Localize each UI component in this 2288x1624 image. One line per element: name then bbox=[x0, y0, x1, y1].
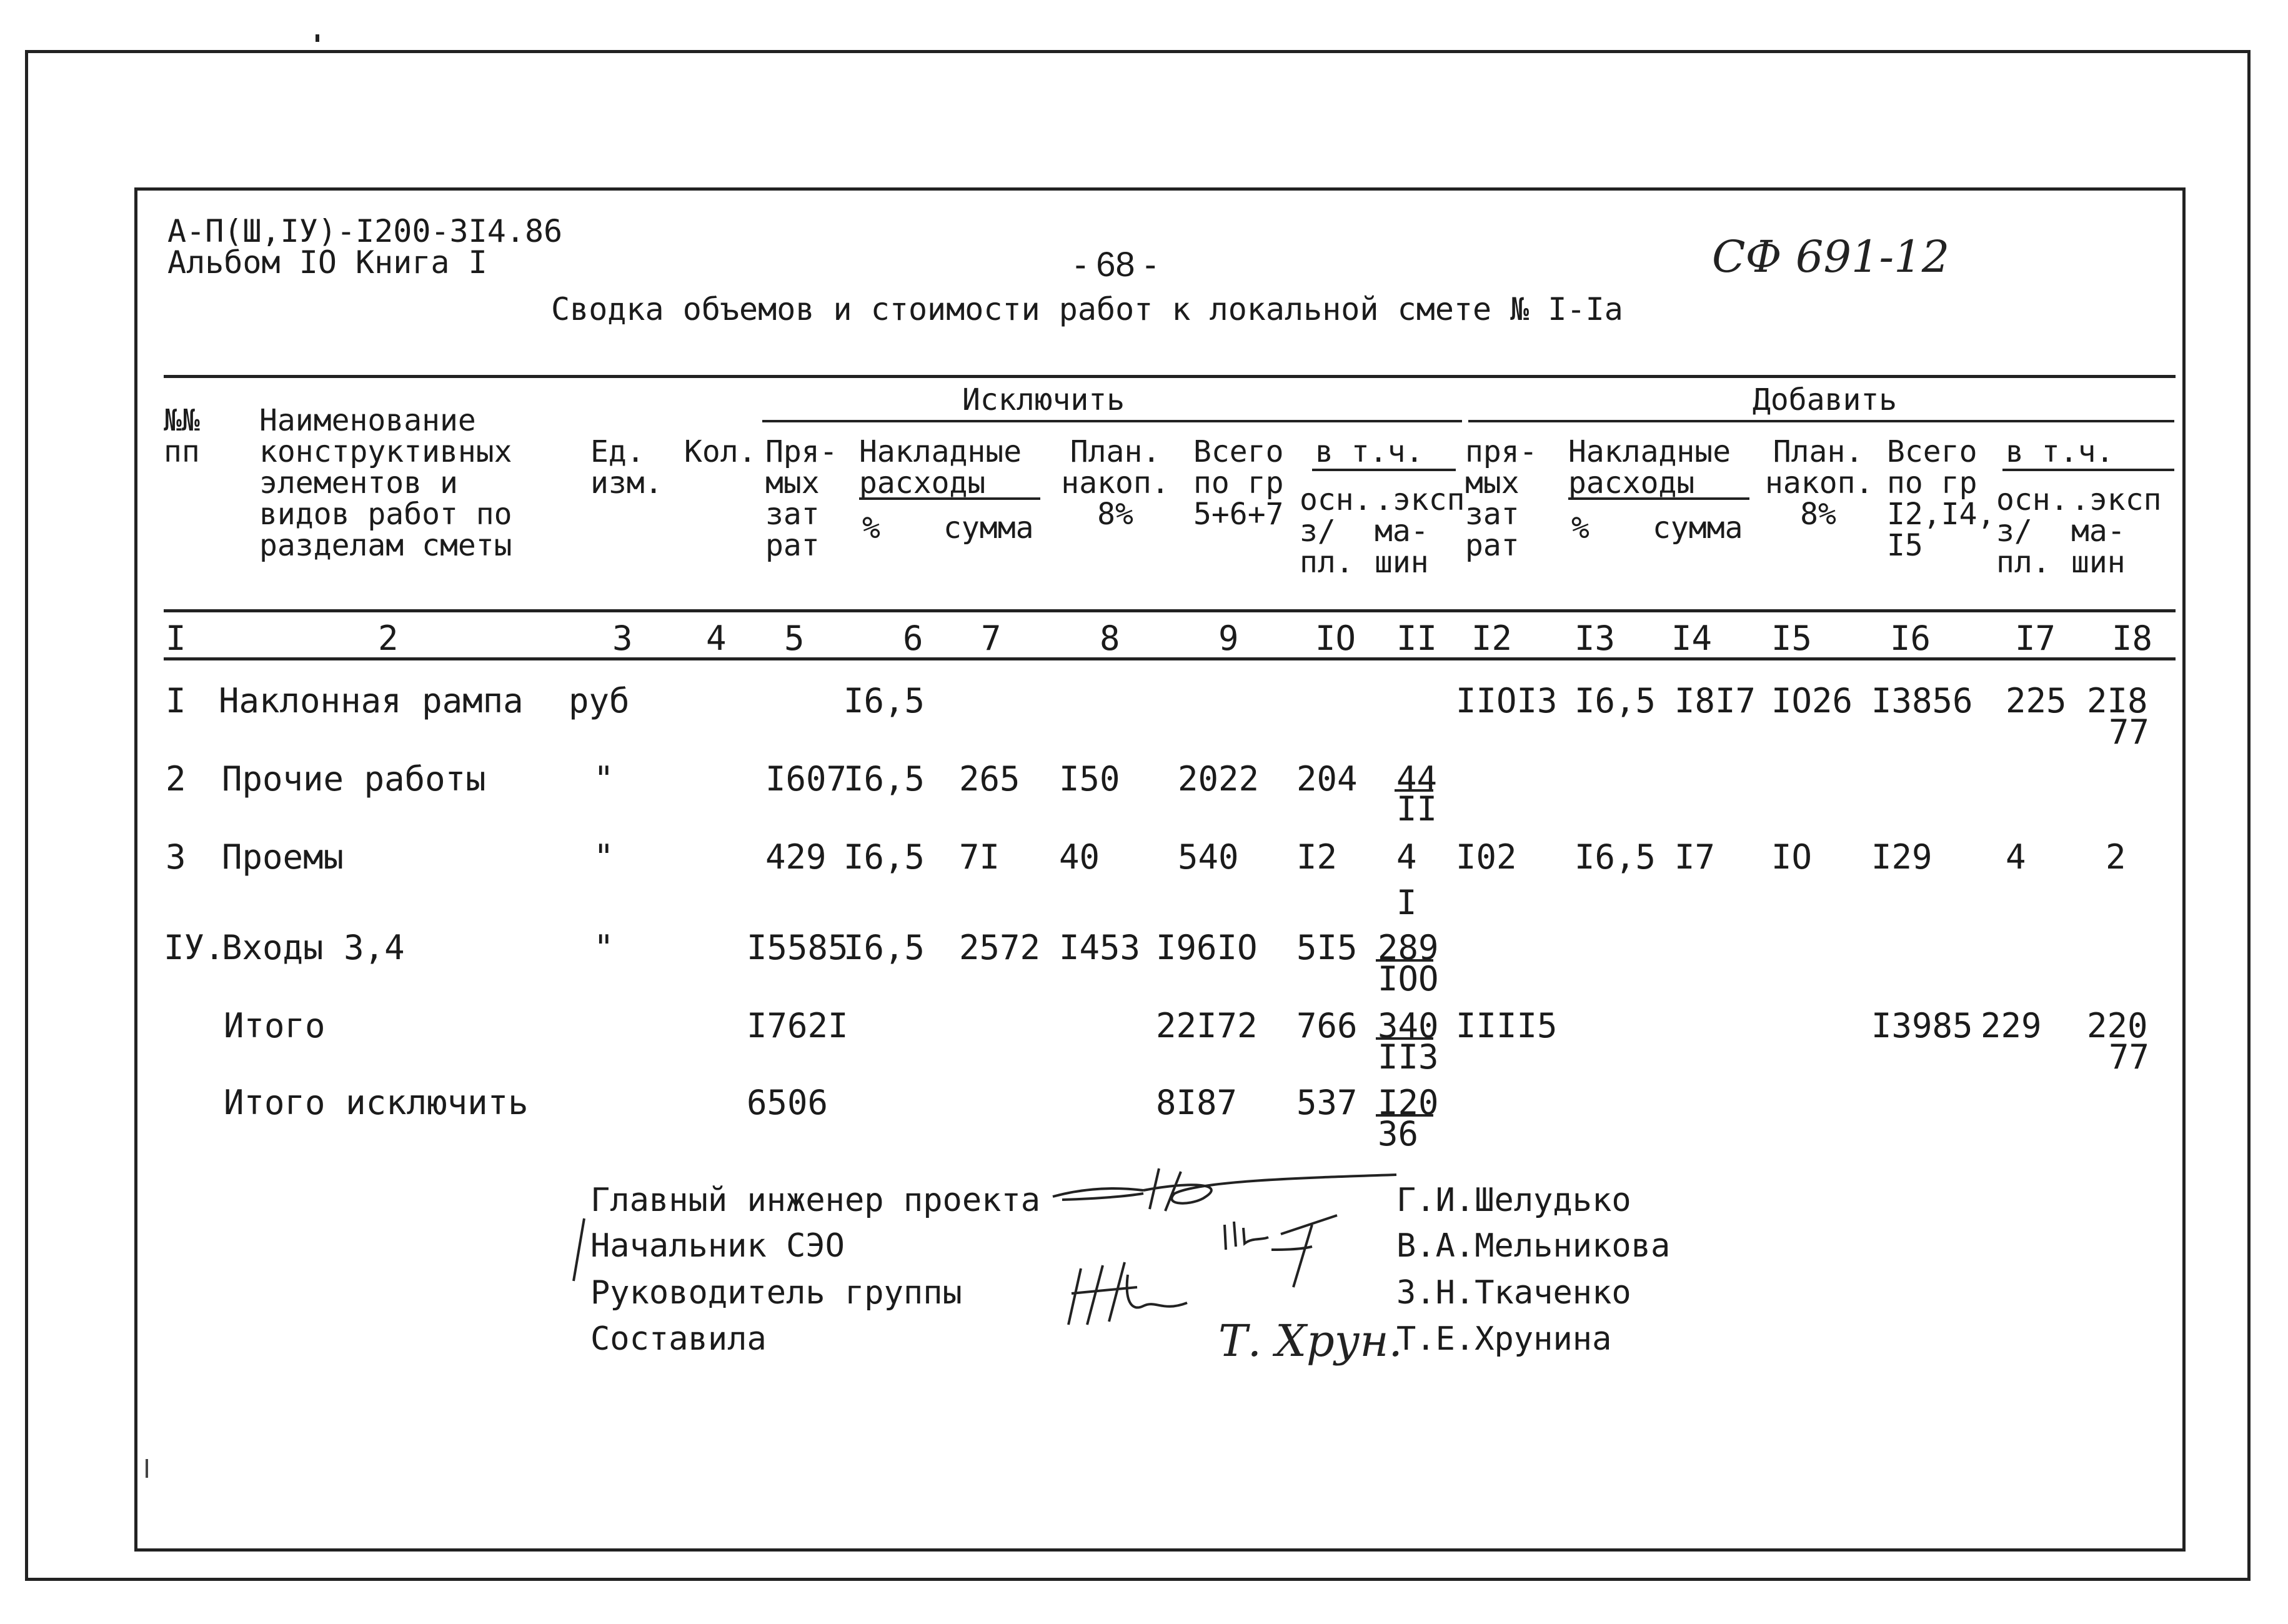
col-header-qty: Кол. bbox=[684, 434, 757, 469]
scan-mark bbox=[146, 1459, 148, 1478]
cell-c11-bottom: II bbox=[1396, 789, 1438, 829]
cell-c11-rule bbox=[1395, 789, 1433, 792]
cell-c11-top: 44 bbox=[1396, 759, 1438, 799]
col-header-overhead-exclude: Накладные расходы bbox=[859, 434, 1022, 501]
cell-c11-rule bbox=[1376, 1114, 1433, 1117]
cell-c16: I3856 bbox=[1871, 681, 1973, 720]
table-colnum-rule bbox=[164, 657, 2176, 660]
col-number: IO bbox=[1315, 619, 1356, 658]
cell-c5: 6506 bbox=[747, 1083, 828, 1122]
col-header-pct-exclude: % bbox=[862, 511, 880, 545]
signature-head-seo bbox=[1218, 1212, 1343, 1293]
cell-c15: IO bbox=[1771, 837, 1813, 877]
signature-role: Главный инженер проекта bbox=[590, 1182, 1041, 1219]
cell-c10: 5I5 bbox=[1296, 928, 1358, 967]
group-add-rule bbox=[1468, 420, 2174, 422]
cell-c15: IO26 bbox=[1771, 681, 1853, 720]
cell-c9: 2022 bbox=[1178, 759, 1260, 799]
cell-c6: I6,5 bbox=[843, 681, 925, 720]
col-number: 3 bbox=[612, 619, 633, 658]
row-unit: " bbox=[594, 759, 614, 799]
col-number: 4 bbox=[706, 619, 727, 658]
row-name: Итого исключить bbox=[224, 1083, 529, 1122]
cell-c11-top: I20 bbox=[1378, 1083, 1439, 1122]
cell-c9: 540 bbox=[1178, 837, 1239, 877]
row-num: IУ. bbox=[164, 928, 225, 967]
col-number: I bbox=[166, 619, 186, 658]
row-unit: " bbox=[594, 928, 614, 967]
cell-c8: I50 bbox=[1059, 759, 1120, 799]
cell-c17: 229 bbox=[1981, 1006, 2042, 1045]
cell-c5: I762I bbox=[747, 1006, 848, 1045]
col-header-sum-add: сумма bbox=[1653, 511, 1743, 545]
cell-c12: IIOI3 bbox=[1456, 681, 1558, 720]
cell-c13: I6,5 bbox=[1574, 837, 1656, 877]
cell-c11-bottom: II3 bbox=[1378, 1037, 1439, 1077]
cell-c18-top: 2I8 bbox=[2087, 681, 2148, 720]
overhead-add-rule bbox=[1568, 497, 1749, 500]
col-header-plan-add: План. накоп. 8% bbox=[1765, 434, 1874, 532]
col-number: I6 bbox=[1890, 619, 1931, 658]
cell-c10: 766 bbox=[1296, 1006, 1358, 1045]
overhead-exclude-rule bbox=[859, 497, 1040, 500]
col-number: 2 bbox=[378, 619, 399, 658]
col-number: 5 bbox=[784, 619, 805, 658]
col-header-direct-add: пря- мых зат рат bbox=[1465, 434, 1538, 563]
row-unit: руб bbox=[569, 681, 630, 720]
col-number: I3 bbox=[1574, 619, 1616, 658]
cell-c10: I2 bbox=[1296, 837, 1338, 877]
cell-c5: I5585 bbox=[747, 928, 848, 967]
cell-c11-top: 289 bbox=[1378, 928, 1439, 967]
cell-c11-bottom: IOO bbox=[1378, 959, 1439, 999]
cell-c13: I6,5 bbox=[1574, 681, 1656, 720]
col-number: I8 bbox=[2112, 619, 2153, 658]
row-num: I bbox=[166, 681, 186, 720]
col-header-incl-add: в т.ч. bbox=[2006, 434, 2114, 469]
cell-c16: I3985 bbox=[1871, 1006, 1973, 1045]
col-header-wage-exclude: осн. з/ пл. bbox=[1300, 482, 1372, 580]
group-exclude-rule bbox=[762, 420, 1462, 422]
cell-c18: 2 bbox=[2106, 837, 2126, 877]
album-line: Альбом IO Книга I bbox=[167, 244, 487, 281]
row-name: Прочие работы bbox=[222, 759, 486, 799]
signature-name: Г.И.Шелудько bbox=[1396, 1182, 1631, 1219]
cell-c7: 7I bbox=[959, 837, 1000, 877]
col-header-incl-exclude: в т.ч. bbox=[1315, 434, 1424, 469]
cell-c10: 537 bbox=[1296, 1083, 1358, 1122]
col-header-total-exclude: Всего по гр 5+6+7 bbox=[1193, 434, 1284, 532]
col-header-overhead-add: Накладные расходы bbox=[1568, 434, 1731, 501]
col-number: I2 bbox=[1471, 619, 1513, 658]
signature-role: Составила bbox=[590, 1320, 767, 1358]
table-header-rule bbox=[164, 609, 2176, 612]
cell-c14: I7 bbox=[1674, 837, 1716, 877]
col-number: I5 bbox=[1771, 619, 1813, 658]
corner-mark bbox=[316, 34, 319, 42]
cell-c17: 225 bbox=[2006, 681, 2067, 720]
cell-c12: IIII5 bbox=[1456, 1006, 1558, 1045]
row-num: 2 bbox=[166, 759, 186, 799]
cell-c6: I6,5 bbox=[843, 928, 925, 967]
cell-c5: 429 bbox=[765, 837, 827, 877]
cell-c8: I453 bbox=[1059, 928, 1141, 967]
signature-name: Т.Е.Хрунина bbox=[1396, 1320, 1612, 1358]
row-name: Входы 3,4 bbox=[222, 928, 405, 967]
cell-c7: 2572 bbox=[959, 928, 1041, 967]
col-header-direct-costs: Пря- мых зат рат bbox=[765, 434, 838, 563]
col-number: I4 bbox=[1671, 619, 1713, 658]
cell-c11-top: 340 bbox=[1378, 1006, 1439, 1045]
col-header-num: №№ пп bbox=[164, 403, 200, 469]
incl-exclude-rule bbox=[1312, 469, 1456, 471]
group-exclude-label: Исключить bbox=[962, 382, 1125, 417]
document-title: Сводка объемов и стоимости работ к локальной смете № I-Ia bbox=[551, 291, 1623, 327]
cell-c9: I96IO bbox=[1156, 928, 1258, 967]
col-number: 7 bbox=[981, 619, 1002, 658]
handwritten-reference: СФ 691-12 bbox=[1712, 231, 1950, 282]
cell-c7: 265 bbox=[959, 759, 1020, 799]
signature-compiler: Т. Хрун. bbox=[1218, 1315, 1403, 1367]
row-name: Итого bbox=[224, 1006, 326, 1045]
row-num: 3 bbox=[166, 837, 186, 877]
cell-c10: 204 bbox=[1296, 759, 1358, 799]
cell-c11-top: 4 bbox=[1396, 837, 1417, 877]
signature-role: Руководитель группы bbox=[590, 1274, 962, 1312]
cell-c18-bottom: 77 bbox=[2109, 712, 2150, 752]
col-number: I7 bbox=[2015, 619, 2056, 658]
signature-chief-engineer bbox=[1050, 1162, 1400, 1218]
cell-c11-bottom: I bbox=[1396, 883, 1417, 922]
table-top-rule bbox=[164, 375, 2176, 378]
cell-c16: I29 bbox=[1871, 837, 1932, 877]
margin-mark bbox=[569, 1215, 587, 1284]
document-code: А-П(Ш,IУ)-I200-3I4.86 bbox=[167, 213, 563, 249]
cell-c11-bottom: 36 bbox=[1378, 1114, 1419, 1153]
col-number: 6 bbox=[903, 619, 923, 658]
signature-name: В.А.Мельникова bbox=[1396, 1227, 1671, 1265]
cell-c6: I6,5 bbox=[843, 837, 925, 877]
col-number: 9 bbox=[1218, 619, 1239, 658]
cell-c11-rule bbox=[1376, 1037, 1433, 1040]
col-header-sum-exclude: сумма bbox=[943, 511, 1034, 545]
cell-c9: 22I72 bbox=[1156, 1006, 1258, 1045]
cell-c11-rule bbox=[1376, 959, 1433, 962]
col-header-name: Наименование конструктивных элементов и видов работ по разделам сметы bbox=[259, 403, 512, 563]
row-name: Проемы bbox=[222, 837, 344, 877]
col-header-plan-exclude: План. накоп. 8% bbox=[1061, 434, 1170, 532]
col-header-total-add: Всего по гр I2,I4, I5 bbox=[1887, 434, 1996, 563]
signature-name: З.Н.Ткаченко bbox=[1396, 1274, 1631, 1312]
cell-c8: 40 bbox=[1059, 837, 1100, 877]
cell-c18-top: 220 bbox=[2087, 1006, 2148, 1045]
col-header-pct-add: % bbox=[1571, 511, 1589, 545]
col-header-wage-add: осн. з/ пл. bbox=[1996, 482, 2069, 580]
cell-c6: I6,5 bbox=[843, 759, 925, 799]
col-header-unit: Ед. изм. bbox=[590, 434, 663, 501]
row-name: Наклонная рампа bbox=[219, 681, 524, 720]
col-header-machine-exclude: .эксп ма- шин bbox=[1375, 482, 1465, 580]
cell-c14: I8I7 bbox=[1674, 681, 1756, 720]
cell-c12: I02 bbox=[1456, 837, 1517, 877]
cell-c17: 4 bbox=[2006, 837, 2026, 877]
group-add-label: Добавить bbox=[1753, 382, 1898, 417]
col-header-machine-add: .эксп ма- шин bbox=[2071, 482, 2162, 580]
signature-role: Начальник СЭО bbox=[590, 1227, 845, 1265]
incl-add-rule bbox=[2002, 469, 2174, 471]
page-number: - 68 - bbox=[1075, 244, 1156, 284]
cell-c9: 8I87 bbox=[1156, 1083, 1238, 1122]
col-number: II bbox=[1396, 619, 1438, 658]
col-number: 8 bbox=[1100, 619, 1120, 658]
cell-c5: I607 bbox=[765, 759, 847, 799]
signature-group-lead bbox=[1062, 1250, 1200, 1331]
row-unit: " bbox=[594, 837, 614, 877]
cell-c18-bottom: 77 bbox=[2109, 1037, 2150, 1077]
